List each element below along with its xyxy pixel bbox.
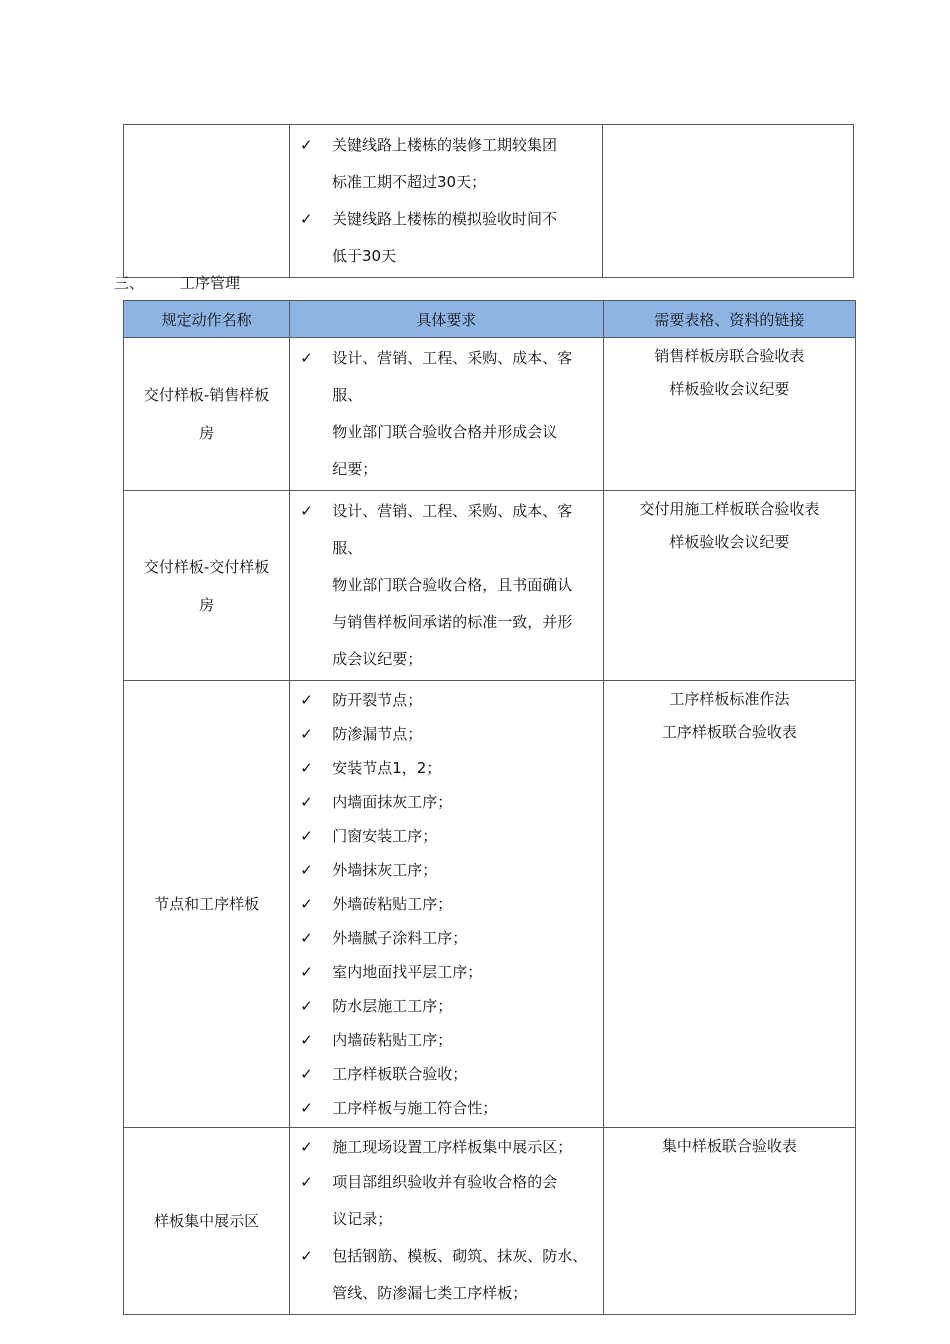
process-management-table [123,300,856,1315]
action-name-cell [124,681,290,1128]
check-icon: ✓ [300,793,313,811]
section-heading [114,272,240,294]
check-icon: ✓ [300,963,313,981]
requirement-item [290,955,596,989]
requirement-line: 工序样板联合验收； [332,1065,468,1083]
action-name-cell [124,338,290,491]
link-text: 交付用施工样板联合验收表 [639,500,820,518]
requirement-item [290,1238,596,1312]
requirement-line: 安装节点1，2； [332,759,442,777]
action-name-line: 节点和工序样板 [154,895,260,913]
link-text: 样板验收会议纪要 [669,380,790,398]
links-cell [603,491,855,681]
action-name-line: 房 [199,424,215,442]
requirement-line: 标准工期不超过30天； [332,173,487,191]
requirement-line: 物业部门联合验收合格，且书面确认 [332,576,573,594]
requirement-line: 成会议纪要； [332,650,423,668]
link-text: 工序样板标准作法 [669,690,790,708]
table-row [124,338,856,491]
requirement-line: 施工现场设置工序样板集中展示区； [332,1138,573,1156]
check-icon: ✓ [300,759,313,777]
links-cell [603,1128,855,1315]
table-row [124,681,856,1128]
requirement-item [290,887,596,921]
requirement-line: 与销售样板间承诺的标准一致，并形 [332,613,573,631]
action-name-line: 交付样板-交付样板 [143,557,270,576]
requirement-line: 防水层施工工序； [332,997,453,1015]
requirement-line: 管线、防渗漏七类工序样板； [332,1284,528,1302]
table-header-row [124,301,856,338]
check-icon: ✓ [300,1173,313,1191]
requirement-item [290,853,596,887]
requirement-line: 内墙面抹灰工序； [332,793,453,811]
check-icon: ✓ [300,210,313,228]
header-links: 需要表格、资料的链接 [603,301,855,338]
check-icon: ✓ [300,1031,313,1049]
check-icon: ✓ [300,1065,313,1083]
requirement-item [290,493,596,678]
section-title: 工序管理 [180,274,241,292]
requirements-cell [290,125,603,278]
requirement-item [290,1057,596,1091]
requirement-line: 外墙砖粘贴工序； [332,895,453,913]
action-name-cell [124,1128,290,1315]
requirement-line: 门窗安装工序； [332,827,438,845]
check-icon: ✓ [300,895,313,913]
requirement-line: 设计、营销、工程、采购、成本、客服、 [332,502,573,557]
link-text: 销售样板房联合验收表 [654,347,805,365]
table-row [124,491,856,681]
requirements-cell [290,1128,603,1315]
requirement-item [290,1164,596,1238]
requirement-line: 纪要； [332,460,378,478]
links-cell [603,681,855,1128]
action-name-cell [124,125,290,278]
requirements-cell [290,338,603,491]
check-icon: ✓ [300,861,313,879]
action-name-line: 样板集中展示区 [154,1212,260,1230]
requirement-item [290,340,596,488]
requirement-line: 内墙砖粘贴工序； [332,1031,453,1049]
requirement-item [290,751,596,785]
requirement-line: 关键线路上楼栋的装修工期较集团 [332,136,558,154]
check-icon: ✓ [300,997,313,1015]
check-icon: ✓ [300,1099,313,1117]
header-action-name: 规定动作名称 [124,301,290,338]
link-text: 工序样板联合验收表 [661,723,797,741]
requirement-item [290,819,596,853]
requirement-item [290,1023,596,1057]
continued-table [123,124,854,278]
action-name-line: 房 [199,595,215,614]
requirements-cell [290,681,603,1128]
requirement-item [290,127,596,201]
requirement-item [290,785,596,819]
requirement-line: 关键线路上楼栋的模拟验收时间不 [332,210,558,228]
requirement-item [290,717,596,751]
action-name-line: 交付样板-销售样板 [143,386,270,404]
requirement-item [290,201,596,275]
check-icon: ✓ [300,136,313,154]
check-icon: ✓ [300,929,313,947]
requirement-line: 工序样板与施工符合性； [332,1099,498,1117]
check-icon: ✓ [300,691,313,709]
check-icon: ✓ [300,502,313,520]
requirement-item [290,1091,596,1125]
requirement-line: 室内地面找平层工序； [332,963,483,981]
link-text: 样板验收会议纪要 [669,533,790,551]
links-cell [603,125,854,278]
link-text: 集中样板联合验收表 [661,1137,797,1155]
header-requirements: 具体要求 [290,301,603,338]
requirement-line: 议记录； [332,1210,393,1228]
requirement-line: 包括钢筋、模板、砌筑、抹灰、防水、 [332,1247,588,1265]
requirement-item [290,683,596,717]
requirement-line: 物业部门联合验收合格并形成会议 [332,423,558,441]
requirement-item [290,989,596,1023]
table-row [124,125,854,278]
requirement-item [290,921,596,955]
action-name-cell [124,491,290,681]
check-icon: ✓ [300,725,313,743]
requirement-line: 项目部组织验收并有验收合格的会 [332,1173,558,1191]
requirement-line: 设计、营销、工程、采购、成本、客服、 [332,349,573,404]
check-icon: ✓ [300,1247,313,1265]
requirement-line: 低于30天 [332,247,397,265]
check-icon: ✓ [300,349,313,367]
requirement-line: 外墙腻子涂料工序； [332,929,468,947]
check-icon: ✓ [300,1138,313,1156]
requirement-item [290,1130,596,1164]
requirements-cell [290,491,603,681]
links-cell [603,338,855,491]
section-number: 三、 [114,274,145,292]
requirement-line: 外墙抹灰工序； [332,861,438,879]
requirement-line: 防开裂节点； [332,691,423,709]
requirement-line: 防渗漏节点； [332,725,423,743]
check-icon: ✓ [300,827,313,845]
table-row [124,1128,856,1315]
